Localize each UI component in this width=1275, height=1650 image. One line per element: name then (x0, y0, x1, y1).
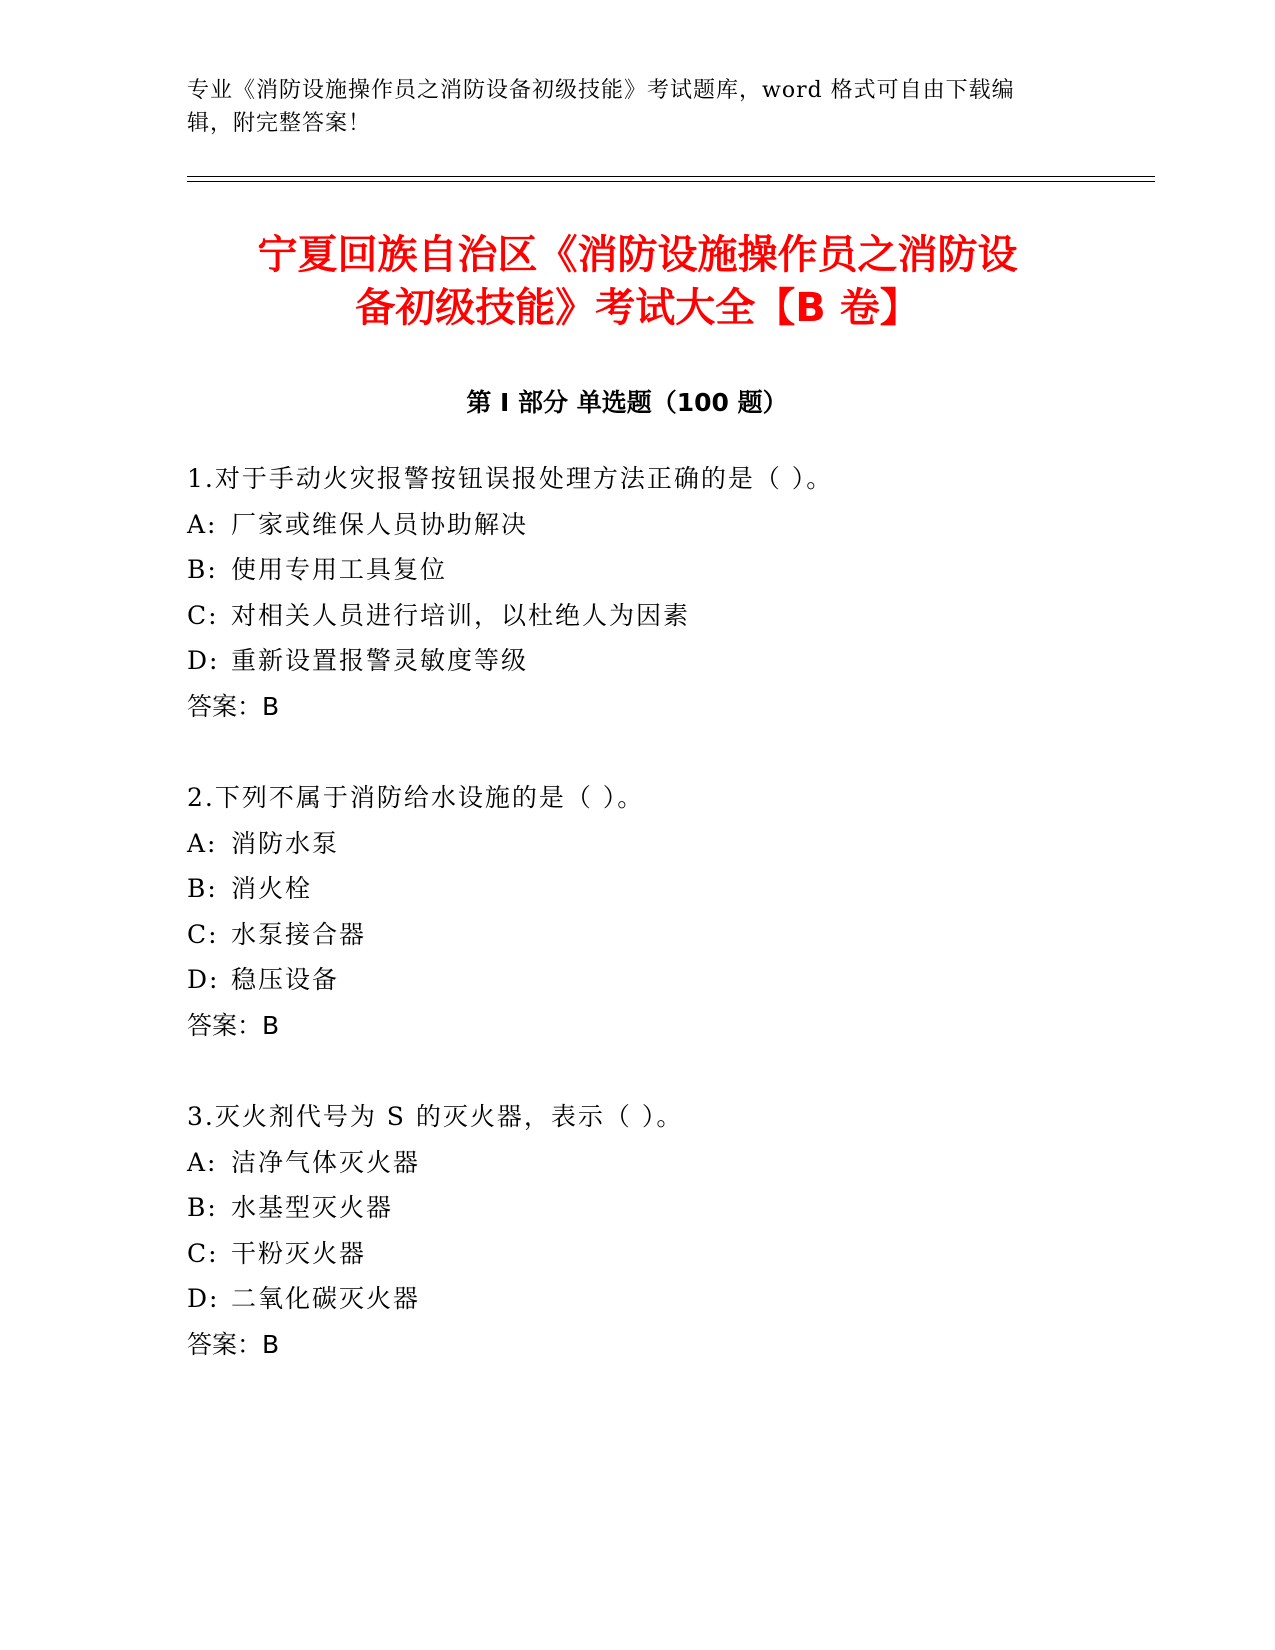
option-letter: C: (187, 919, 219, 949)
question-stem: 2.下列不属于消防给水设施的是（ ）。 (187, 783, 645, 812)
option-text: 水泵接合器 (231, 919, 367, 949)
option-a (187, 821, 1087, 867)
option-letter: B: (187, 1193, 218, 1223)
option-letter: C: (187, 1238, 219, 1268)
option-letter: B: (187, 555, 218, 585)
option-text: 洁净气体灭火器 (231, 1147, 421, 1177)
document-title-line1: 宁夏回族自治区《消防设施操作员之消防设 (257, 232, 1018, 278)
option-b (187, 866, 1087, 912)
option-text: 二氧化碳灭火器 (231, 1284, 421, 1314)
question-3 (187, 1094, 1087, 1368)
option-c (187, 1231, 1087, 1277)
option-a (187, 1140, 1087, 1186)
header-note (187, 74, 1067, 140)
section-title: 第 I 部分 单选题（100 题） (466, 388, 788, 417)
option-d (187, 638, 1087, 684)
option-letter: A: (187, 1147, 218, 1177)
option-letter: B: (187, 874, 218, 904)
header-note-line2: 辑，附完整答案！ (187, 111, 372, 136)
question-stem: 1.对于手动火灾报警按钮误报处理方法正确的是（ ）。 (187, 464, 834, 493)
answer: 答案：B (187, 691, 280, 721)
question-2 (187, 775, 1087, 1049)
option-text: 使用专用工具复位 (231, 555, 448, 585)
option-text: 对相关人员进行培训，以杜绝人为因素 (231, 600, 691, 630)
option-c (187, 593, 1087, 639)
option-d (187, 957, 1087, 1003)
option-a (187, 502, 1087, 548)
option-letter: C: (187, 600, 219, 630)
option-letter: A: (187, 509, 218, 539)
option-text: 消防水泵 (231, 828, 340, 858)
answer: 答案：B (187, 1329, 280, 1359)
document-title-line2: 备初级技能》考试大全【B 卷】 (355, 285, 920, 331)
option-letter: D: (187, 646, 220, 676)
header-divider (187, 176, 1155, 182)
option-text: 水基型灭火器 (231, 1193, 394, 1223)
option-d (187, 1276, 1087, 1322)
answer: 答案：B (187, 1010, 280, 1040)
option-b (187, 547, 1087, 593)
question-1 (187, 456, 1087, 730)
document-title (150, 229, 1125, 335)
option-letter: D: (187, 1284, 220, 1314)
option-letter: A: (187, 828, 218, 858)
option-c (187, 912, 1087, 958)
option-text: 消火栓 (231, 874, 313, 904)
option-letter: D: (187, 965, 220, 995)
option-text: 重新设置报警灵敏度等级 (231, 646, 529, 676)
option-text: 干粉灭火器 (231, 1238, 367, 1268)
header-note-line1: 专业《消防设施操作员之消防设备初级技能》考试题库，word 格式可自由下载编 (187, 78, 1015, 103)
question-stem: 3.灭火剂代号为 S 的灭火器，表示（ ）。 (187, 1102, 684, 1131)
option-b (187, 1185, 1087, 1231)
option-text: 稳压设备 (231, 965, 340, 995)
option-text: 厂家或维保人员协助解决 (231, 509, 529, 539)
